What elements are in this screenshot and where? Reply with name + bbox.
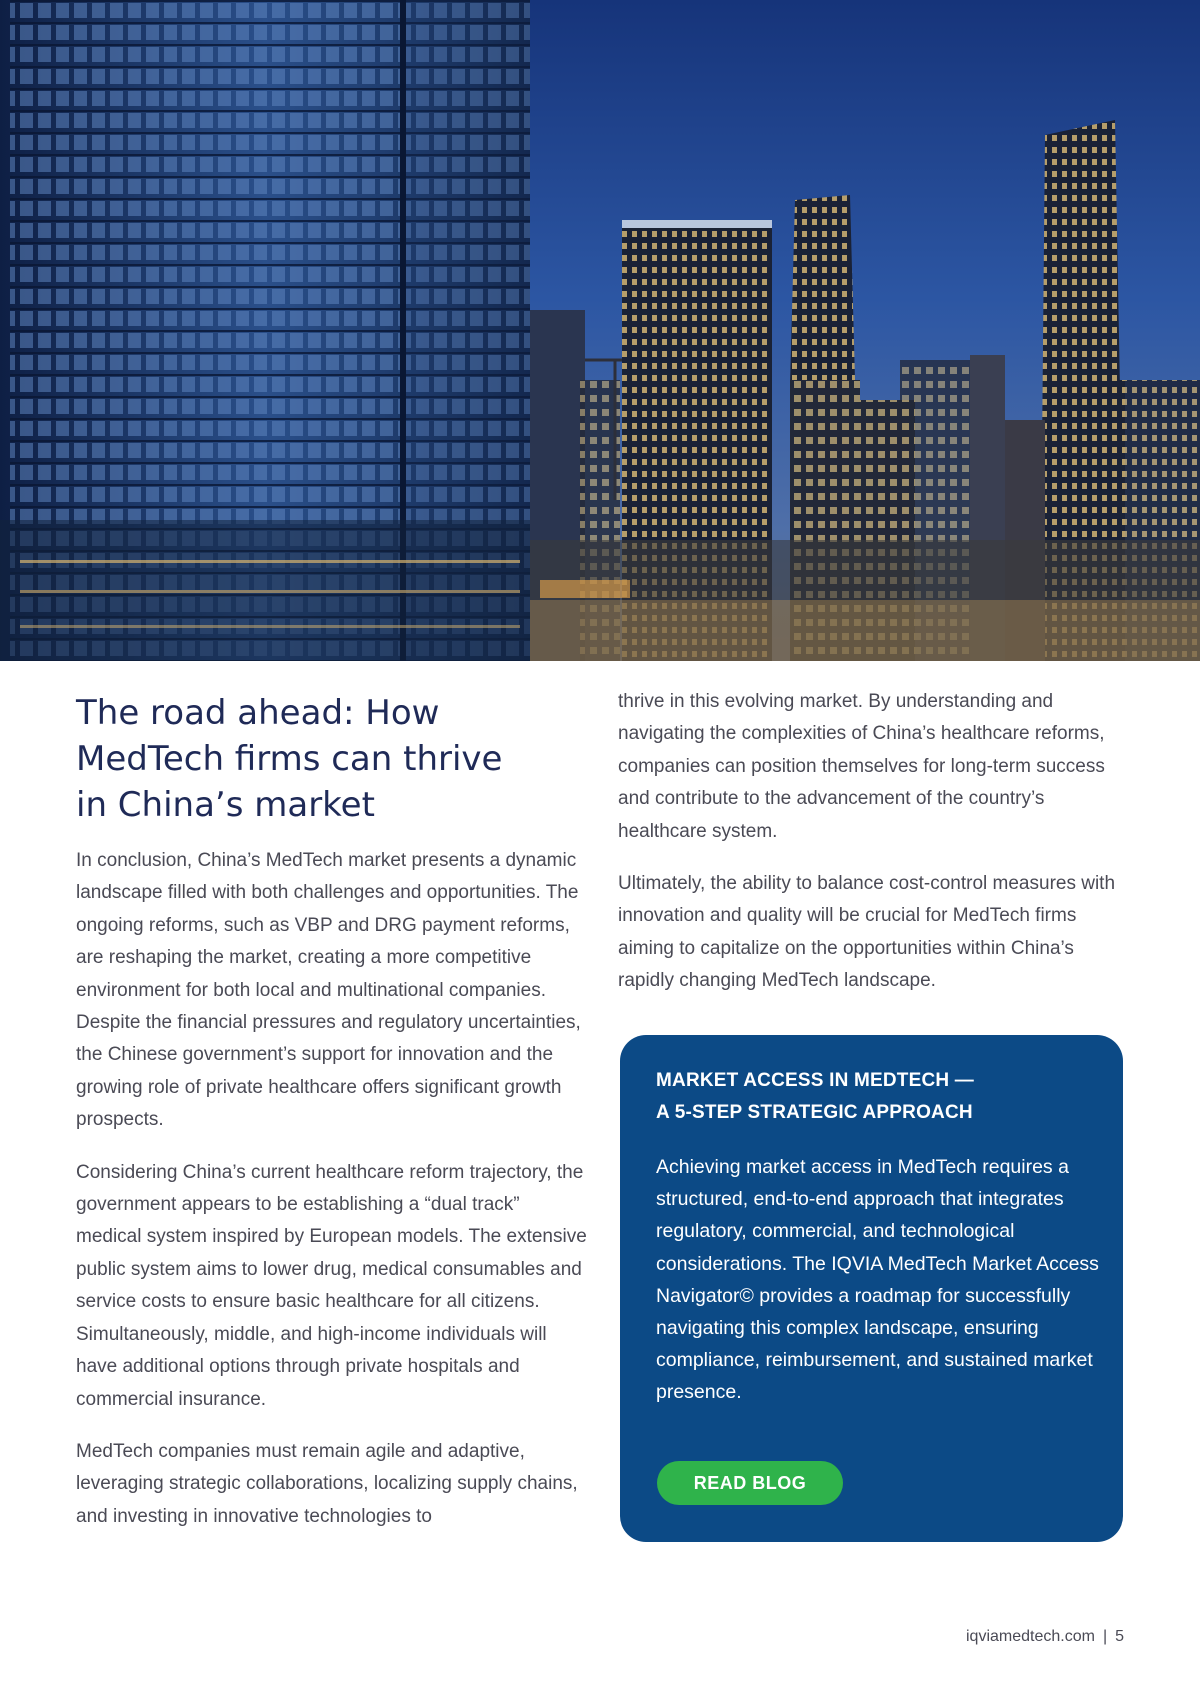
right-column (618, 686, 1128, 1018)
headline-line-1: The road ahead: How (76, 693, 440, 733)
callout-title-line-1: MARKET ACCESS IN MEDTECH — (656, 1070, 975, 1091)
headline-line-3: in China’s market (76, 785, 375, 825)
callout-title-line-2: A 5-STEP STRATEGIC APPROACH (656, 1102, 973, 1123)
city-skyline-illustration (0, 0, 1200, 661)
read-blog-button[interactable]: READ BLOG (657, 1461, 843, 1505)
paragraph-thrive-continued: thrive in this evolving market. By understanding and navigating the complexities of China’s healthcare reforms, companies can position themselves for long-term success and contribute to the advancement of the country’s healthcare system. (618, 691, 1105, 842)
article-headline (76, 690, 576, 828)
headline-line-2: MedTech firms can thrive (76, 739, 503, 779)
left-column (76, 845, 588, 1553)
callout-title (656, 1065, 1096, 1129)
footer-site-link[interactable]: iqviamedtech.com (965, 1628, 1095, 1645)
page-number: 5 (1115, 1628, 1124, 1645)
paragraph-ultimately: Ultimately, the ability to balance cost-control measures with innovation and quality will be crucial for MedTech firms aiming to capitalize on the opportunities within China’s rapidly changing MedTech landscape. (618, 873, 1116, 992)
footer-separator: | (1102, 1628, 1108, 1645)
market-access-callout-box (620, 1035, 1123, 1542)
paragraph-conclusion: In conclusion, China’s MedTech market presents a dynamic landscape filled with both challenges and opportunities. The ongoing reforms, such as VBP and DRG payment reforms, are reshaping the market, creating a more competitive environment for both local and multinational companies. Despite the financial pressures and regulatory uncertainties, the Chinese government’s support for innovation and the growing role of private healthcare offers significant growth prospects. (76, 850, 581, 1131)
paragraph-reform-trajectory: Considering China’s current healthcare reform trajectory, the government appears to be establishing a “dual track” medical system inspired by European models. The extensive public system aims to lower drug, medical consumables and service costs to ensure basic healthcare for all citizens. Simultaneously, middle, and high-income individuals will have additional options through private hospitals and commercial insurance. (76, 1161, 587, 1410)
callout-body: Achieving market access in MedTech requires a structured, end-to-end approach that integrates regulatory, commercial, and technological considerations. The IQVIA MedTech Market Access Navigator© provides a roadmap for successfully navigating this complex landscape, ensuring compliance, reimbursement, and sustained market presence. (656, 1156, 1099, 1404)
hero-city-skyline-image (0, 0, 1200, 661)
paragraph-medtech-agile: MedTech companies must remain agile and adaptive, leveraging strategic collaborations, localizing supply chains, and investing in innovative technologies to (76, 1440, 578, 1527)
page-footer (966, 1628, 1124, 1646)
